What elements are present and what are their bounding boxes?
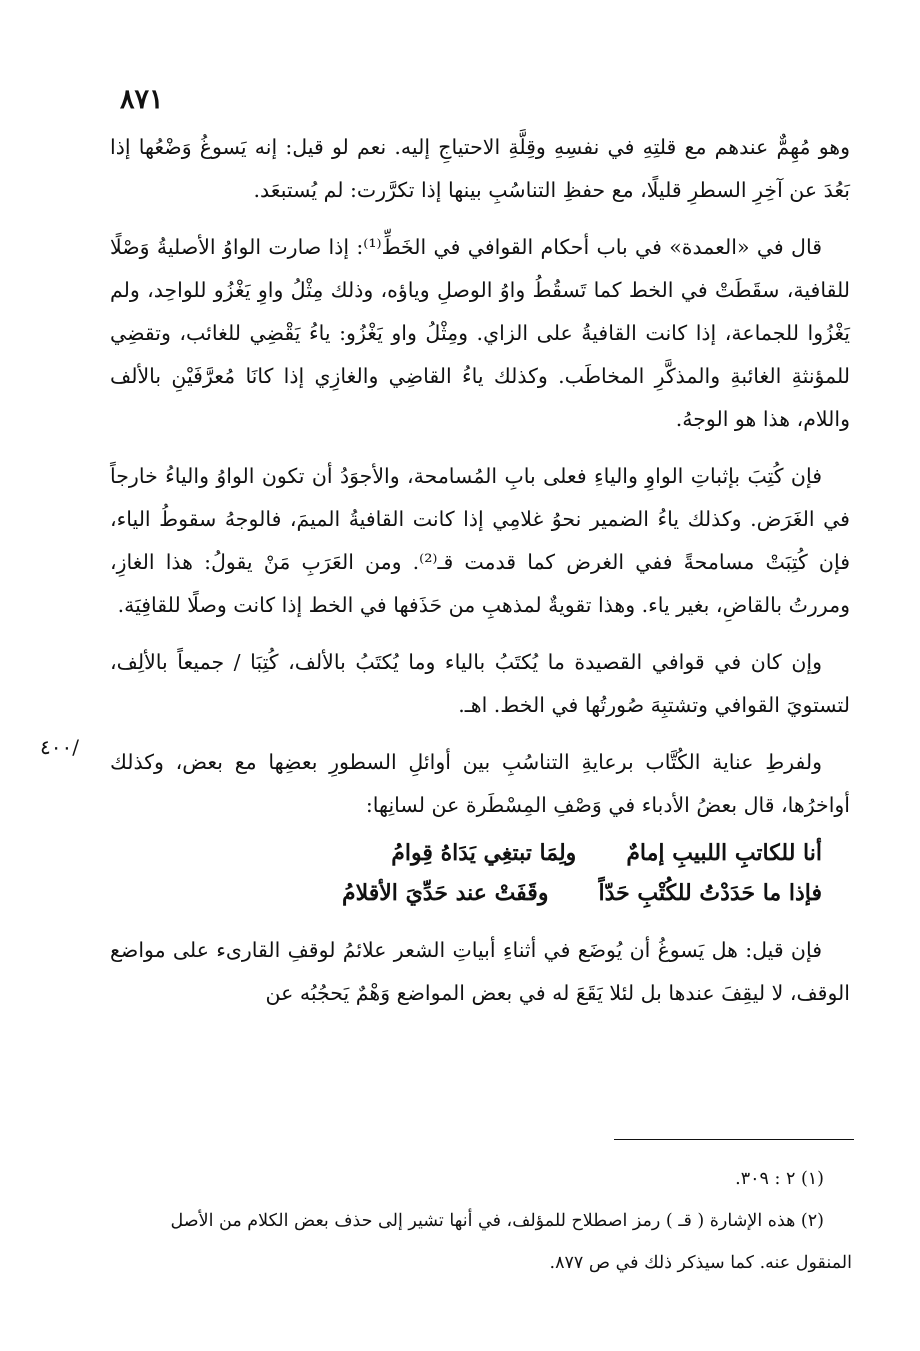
verse <box>110 833 850 913</box>
verse-hemistich: أنا للكاتبِ اللبيبِ إمامٌ <box>626 840 822 866</box>
paragraph: فإن كُتِبَ بإثباتِ الواوِ والياءِ فعلى بابِ المُسامحة، والأجوَدُ أن تكون الواوُ والياءُ خارجاً في الغَرَض. وكذلك ياءُ الضمير نحوُ غلامِي إذا كانت القافيةُ الميمَ، فالوجهُ سقوطُ الياء، فإن كُتِبَتْ مسامحةً ففي الغرض كما قدمت قـ⁽²⁾. ومن العَرَبِ مَنْ يقولُ: هذا الغازِ، ومررتُ بالقاضِ، بغير ياء. وهذا تقويةٌ لمذهبِ من حَذَفها في الخط إذا كانت وصلًا للقافِيَة. <box>110 464 850 617</box>
footnotes <box>110 1158 852 1284</box>
paragraph: قال في «العمدة» في باب أحكام القوافي في الخَطِّ⁽¹⁾: إذا صارت الواوُ الأصليةُ وَصْلًا للقافية، سقَطَتْ في الخط كما تَسقُطُ واوُ الوصلِ وياؤه، وذلك مِثْلُ واوِ يَغْزُو للواحِد، ولم يَغْزُوا للجماعة، إذا كانت القافيةُ على الزاي. ومِثْلُ واو يَغْزُو: ياءُ يَقْضِي للغائب، وتقضِي للمؤنثةِ الغائبةِ والمذكَّرِ المخاطَب. وكذلك ياءُ القاضِي والغازِي إذا كانَا مُعرَّفَيْنِ بالألف واللام، هذا هو الوجهُ. <box>110 235 850 431</box>
footnote-rule <box>614 1139 854 1140</box>
page-number: ٨٧١ <box>120 84 164 115</box>
footnote: (١) ٢ : ٣٠٩. <box>735 1169 824 1189</box>
verse-hemistich: ولِمَا تبتغِي يَدَاهُ قِوامُ <box>391 840 577 866</box>
paragraph: ولفرطِ عناية الكُتَّاب برعايةِ التناسُبِ بين أوائلِ السطورِ بعضِها مع بعض، وكذلك أواخرُها، قال بعضُ الأدباء في وَصْفِ المِسْطَرة عن لسانِها: <box>110 750 850 817</box>
verse-hemistich: فإذا ما حَدَدْتُ للكُتْبِ حَدّاً <box>598 880 822 906</box>
paragraph: وإن كان في قوافي القصيدة ما يُكتَبُ بالياء وما يُكتَبُ بالألف، كُتِبَا / جميعاً بالألِف، لتستويَ القوافي وتشتبِهَ صُورتُها في الخط. اهـ. <box>110 650 850 717</box>
paragraph: فإن قيل: هل يَسوغُ أن يُوضَع في أثناءِ أبياتِ الشعر علائمُ لوقفِ القارىء على مواضع الوقف، لا ليقِفَ عندها بل لئلا يَقَعَ له في بعض المواضع وَهْمٌ يَحجُبُه عن <box>110 938 850 1005</box>
verse-line <box>110 833 850 873</box>
body-text <box>110 126 850 1029</box>
footnote: (٢) هذه الإشارة ( قـ ) رمز اصطلاح للمؤلف، في أنها تشير إلى حذف بعض الكلام من الأصل المنقول عنه. كما سيذكر ذلك في ص ٨٧٧. <box>170 1211 852 1273</box>
paragraph: وهو مُهِمٌّ عندهم مع قلتِهِ في نفسِهِ وقِلَّةِ الاحتياجِ إليه. نعم لو قيل: إنه يَسوغُ وَضْعُها إذا بَعُدَ عن آخِرِ السطرِ قليلًا، مع حفظِ التناسُبِ بينها إذا تكرَّرت: لم يُستبعَد. <box>110 135 850 202</box>
verse-hemistich: وقَفَتْ عند حَدِّيَ الأقلامُ <box>341 880 549 906</box>
margin-reference: /٤٠٠ <box>40 735 79 759</box>
verse-line <box>110 873 850 913</box>
